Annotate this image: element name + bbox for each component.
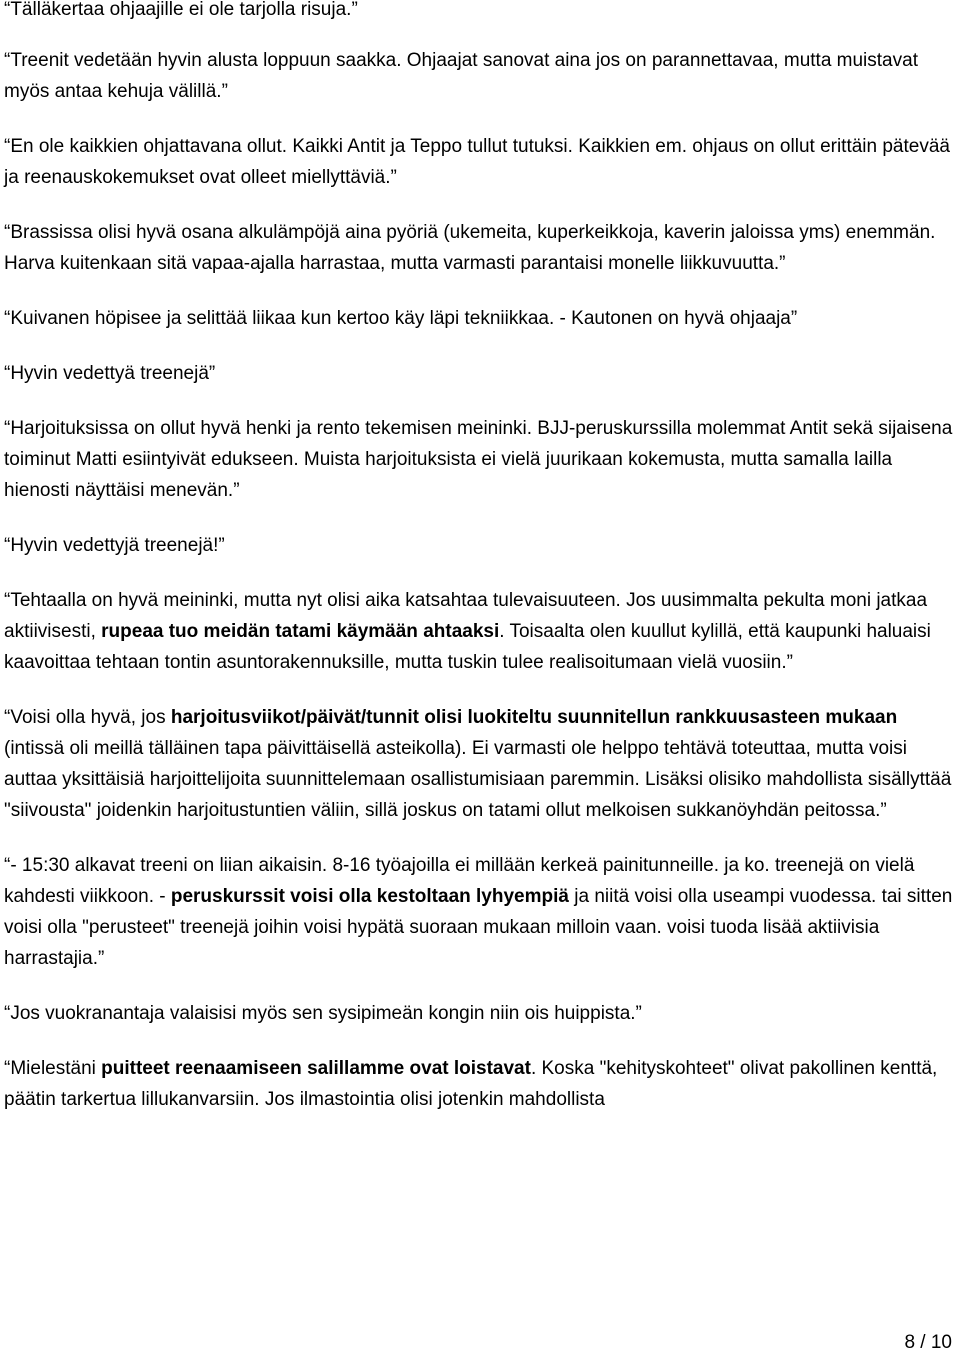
bold-text: peruskurssit voisi olla kestoltaan lyhyempiä — [170, 886, 569, 907]
comment-text: “Kuivanen höpisee ja selittää liikaa kun kertoo käy läpi tekniikkaa. - Kautonen on hyvä ohjaaja” — [4, 308, 798, 329]
comment-text: “Tehtaalla on hyvä meininki, mutta nyt olisi aika katsahtaa tulevaisuuteen. Jos uusimmalta pekulta moni jatkaa aktiivisesti, — [4, 590, 928, 642]
comment-text: “Mielestäni — [4, 1058, 102, 1079]
comment-paragraph — [4, 585, 960, 678]
bold-text: harjoitusviikot/päivät/tunnit olisi luokiteltu suunnitellun rankkuusasteen mukaan — [170, 707, 898, 728]
comment-text: “- 15:30 alkavat treeni on liian aikaisin. 8-16 työajoilla ei millään kerkeä painitunneille. ja ko. treenejä on vielä kahdesti viikkoon. - — [4, 855, 915, 907]
bold-text: puitteet reenaamiseen salillamme ovat loistavat — [101, 1058, 531, 1079]
comment-text: “En ole kaikkien ohjattavana ollut. Kaikki Antit ja Teppo tullut tutuksi. Kaikkien em. ohjaus on ollut erittäin pätevää ja reenauskokemukset ovat olleet miellyttäviä.” — [4, 136, 950, 188]
comment-paragraph — [4, 45, 960, 107]
comment-paragraph — [4, 0, 960, 25]
comment-text: (intissä oli meillä tälläinen tapa päivittäisellä asteikolla). Ei varmasti ole helppo tehtävä toteuttaa, mutta voisi auttaa yksittäisiä harjoittelijoita suunnittelemaan osallistumisiaan paremmin. Lisäksi olisiko mahdollista sisällyttää "siivousta" joidenkin harjoitustuntien väliin, sillä joskus on tatami ollut melkoisen sukkanöyhdän peitossa.” — [4, 738, 952, 821]
comment-text: “Harjoituksissa on ollut hyvä henki ja rento tekemisen meininki. BJJ-peruskurssilla molemmat Antit sekä sijaisena toiminut Matti esiintyivät edukseen. Muista harjoituksista ei vielä juurikaan kokemusta, mutta samalla lailla hienosti näyttäisi menevän.” — [4, 418, 953, 501]
comment-paragraph — [4, 217, 960, 279]
comment-text: “Treenit vedetään hyvin alusta loppuun saakka. Ohjaajat sanovat aina jos on parannettavaa, mutta muistavat myös antaa kehuja välillä.” — [4, 50, 918, 102]
comment-paragraph — [4, 131, 960, 193]
comment-paragraph — [4, 358, 960, 389]
comment-paragraph — [4, 413, 960, 506]
comment-paragraph — [4, 702, 960, 826]
comment-text: “Tälläkertaa ohjaajille ei ole tarjolla risuja.” — [4, 0, 358, 20]
bold-text: rupeaa tuo meidän tatami käymään ahtaaksi — [101, 621, 500, 642]
comment-text: “Jos vuokranantaja valaisisi myös sen sysipimeän kongin niin ois huippista.” — [4, 1003, 642, 1024]
comment-text: “Hyvin vedettyjä treenejä!” — [4, 535, 225, 556]
comment-text: “Brassissa olisi hyvä osana alkulämpöjä aina pyöriä (ukemeita, kuperkeikkoja, kaverin jaloissa yms) enemmän. Harva kuitenkaan sitä vapaa-ajalla harrastaa, mutta varmasti parantaisi monelle liikkuvuutta.” — [4, 222, 936, 274]
document-body — [4, 0, 960, 1139]
comment-text: “Hyvin vedettyä treenejä” — [4, 363, 216, 384]
comment-paragraph — [4, 530, 960, 561]
comment-text: “Voisi olla hyvä, jos — [4, 707, 171, 728]
comment-paragraph — [4, 303, 960, 334]
comment-text: . Koska "kehityskohteet" olivat pakollinen kenttä, päätin tarkertua lillukanvarsiin. Jos ilmastointia olisi jotenkin mahdollista — [4, 1058, 938, 1110]
page-number: 8 / 10 — [904, 1332, 952, 1353]
comment-paragraph — [4, 998, 960, 1029]
comment-paragraph — [4, 850, 960, 974]
comment-text: . Toisaalta olen kuullut kylillä, että kaupunki haluaisi kaavoittaa tehtaan tontin asuntorakennuksille, mutta tuskin tulee realisoitumaan vielä vuosiin.” — [4, 621, 931, 673]
comment-paragraph — [4, 1053, 960, 1115]
comment-text: ja niitä voisi olla useampi vuodessa. tai sitten voisi olla "perusteet" treenejä joihin voisi hypätä suoraan mukaan milloin vaan. voisi tuoda lisää aktiivisia harrastajia.” — [4, 886, 953, 969]
